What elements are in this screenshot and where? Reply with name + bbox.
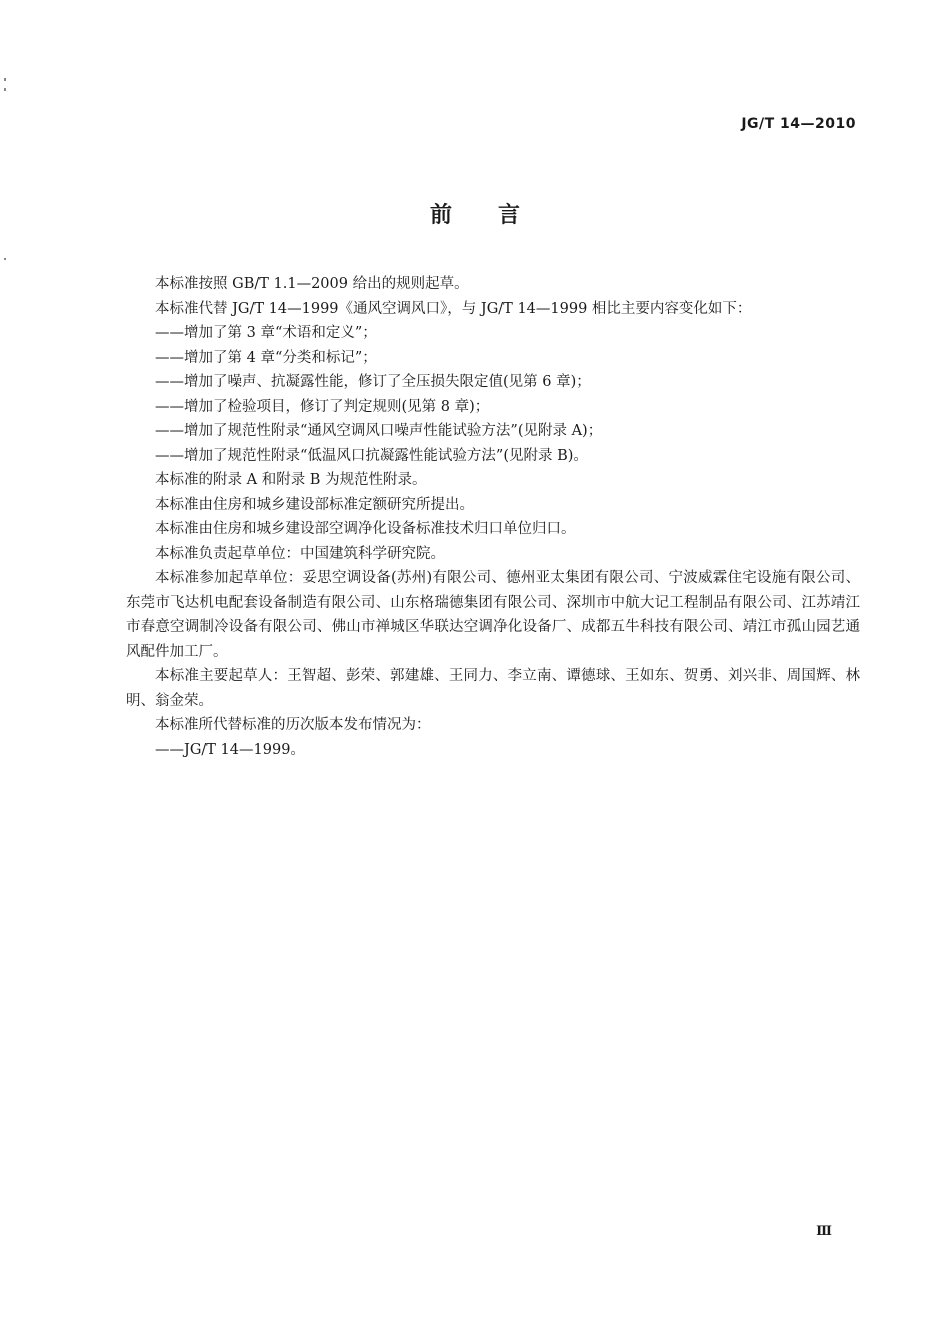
paragraph-lead-drafter: 本标准负责起草单位：中国建筑科学研究院。 — [155, 545, 445, 562]
list-item-change: ——增加了规范性附录“通风空调风口噪声性能试验方法”(见附录 A)； — [155, 423, 603, 439]
paragraph-main-drafters: 本标准主要起草人：王智超、彭荣、郭建雄、王同力、李立南、谭德球、王如东、贺勇、刘兴非、周国辉、林明、翁金荣。 — [126, 668, 860, 709]
list-item-change: ——增加了噪声、抗凝露性能，修订了全压损失限定值(见第 6 章)； — [155, 374, 591, 390]
paragraph-previous-editions: 本标准所代替标准的历次版本发布情况为： — [155, 717, 431, 733]
document-body — [126, 272, 860, 762]
list-item-change: ——增加了第 3 章“术语和定义”； — [155, 325, 377, 341]
scan-mark — [4, 78, 6, 81]
paragraph-annexes: 本标准的附录 A 和附录 B 为规范性附录。 — [155, 472, 427, 488]
paragraph-participating-drafters: 本标准参加起草单位：妥思空调设备(苏州)有限公司、德州亚太集团有限公司、宁波威霖住宅设施有限公司、东莞市飞达机电配套设备制造有限公司、山东格瑞德集团有限公司、深圳市中航大记工程制品有限公司、江苏靖江市春意空调制冷设备有限公司、佛山市禅城区华联达空调净化设备厂、成都五牛科技有限公司、靖江市孤山园艺通风配件加工厂。 — [126, 570, 860, 660]
paragraph-managed-by: 本标准由住房和城乡建设部空调净化设备标准技术归口单位归口。 — [155, 521, 576, 537]
page-title: 前言 — [429, 203, 566, 228]
list-item-change: ——增加了第 4 章“分类和标记”； — [155, 349, 377, 366]
list-item-change: ——增加了规范性附录“低温风口抗凝露性能试验方法”(见附录 B)。 — [155, 447, 588, 464]
paragraph-replaces: 本标准代替 JG/T 14—1999《通风空调风口》，与 JG/T 14—1999 相比主要内容变化如下： — [155, 300, 752, 317]
scan-mark — [4, 258, 6, 260]
list-item-change: ——增加了检验项目，修订了判定规则(见第 8 章)； — [155, 398, 490, 415]
paragraph-drafting-rules: 本标准按照 GB/T 1.1—2009 给出的规则起草。 — [155, 276, 469, 292]
list-item-previous-edition: ——JG/T 14—1999。 — [155, 741, 305, 758]
standard-code: JG/T 14—2010 — [741, 116, 856, 132]
scan-mark — [4, 88, 6, 91]
paragraph-proposed-by: 本标准由住房和城乡建设部标准定额研究所提出。 — [155, 496, 474, 513]
page-number: Ⅲ — [816, 1224, 832, 1239]
